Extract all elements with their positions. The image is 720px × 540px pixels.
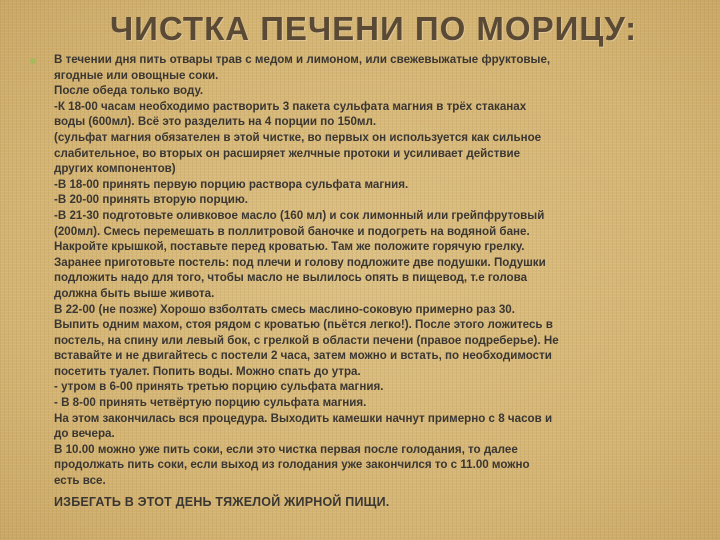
text-line: (сульфат магния обязателен в этой чистке, во первых он используется как сильное [54,130,542,144]
text-line: На этом закончилась вся процедура. Выходить камешки начнут примерно с 8 часов и [54,411,553,425]
text-line: постель, на спину или левый бок, с грелкой в области печени (правое подреберье). Не [54,333,559,347]
slide-title: ЧИСТКА ПЕЧЕНИ ПО МОРИЦУ: [110,10,638,47]
text-line: вставайте и не двигайтесь с постели 2 часа, затем можно и встать, по необходимости [54,349,552,363]
bullet-icon [30,58,36,64]
text-line: воды (600мл). Всё это разделить на 4 порции по 150мл. [54,115,377,129]
closing-warning: ИЗБЕГАТЬ В ЭТОТ ДЕНЬ ТЯЖЕЛОЙ ЖИРНОЙ ПИЩИ. [54,494,390,509]
text-line: -В 21-30 подготовьте оливковое масло (160 мл) и сок лимонный или грейпфрутовый [54,208,545,222]
instructions-text [54,52,704,510]
text-line: -К 18-00 часам необходимо растворить 3 пакета сульфата магния в трёх стаканах [54,99,527,113]
text-line: Заранее приготовьте постель: под плечи и голову подложите две подушки. Подушки [54,255,546,269]
text-line: должна быть выше живота. [54,286,215,300]
text-line: Выпить одним махом, стоя рядом с кроватью (пьётся легко!). После этого ложитесь в [54,318,553,332]
text-line: ягодные или овощные соки. [54,68,219,82]
text-line: -В 18-00 принять первую порцию раствора сульфата магния. [54,177,409,191]
text-line: - В 8-00 принять четвёртую порцию сульфата магния. [54,396,367,410]
text-line: В 10.00 можно уже пить соки, если это чистка первая после голодания, то далее [54,442,518,456]
text-line: В 22-00 (не позже) Хорошо взболтать смесь маслино-соковую примерно раз 30. [54,302,515,316]
text-line: есть все. [54,474,106,488]
text-line: Накройте крышкой, поставьте перед кроватью. Там же положите горячую грелку. [54,240,525,254]
text-line: -В 20-00 принять вторую порцию. [54,193,248,207]
text-line: В течении дня пить отвары трав с медом и лимоном, или свежевыжатые фруктовые, [54,53,551,66]
text-line: других компонентов) [54,162,176,176]
text-line: (200мл). Смесь перемешать в поллитровой баночке и подогреть на водяной бане. [54,224,530,238]
text-line: продолжать пить соки, если выход из голодания уже закончился то с 11.00 можно [54,458,530,472]
text-line: до вечера. [54,427,115,441]
text-line: - утром в 6-00 принять третью порцию сульфата магния. [54,380,384,394]
text-line: слабительное, во вторых он расширяет желчные протоки и усиливает действие [54,146,521,160]
text-line: посетить туалет. Попить воды. Можно спать до утра. [54,364,361,378]
text-line: После обеда только воду. [54,84,204,98]
text-line: подложить надо для того, чтобы масло не вылилось опять в пищевод, т.е голова [54,271,528,285]
